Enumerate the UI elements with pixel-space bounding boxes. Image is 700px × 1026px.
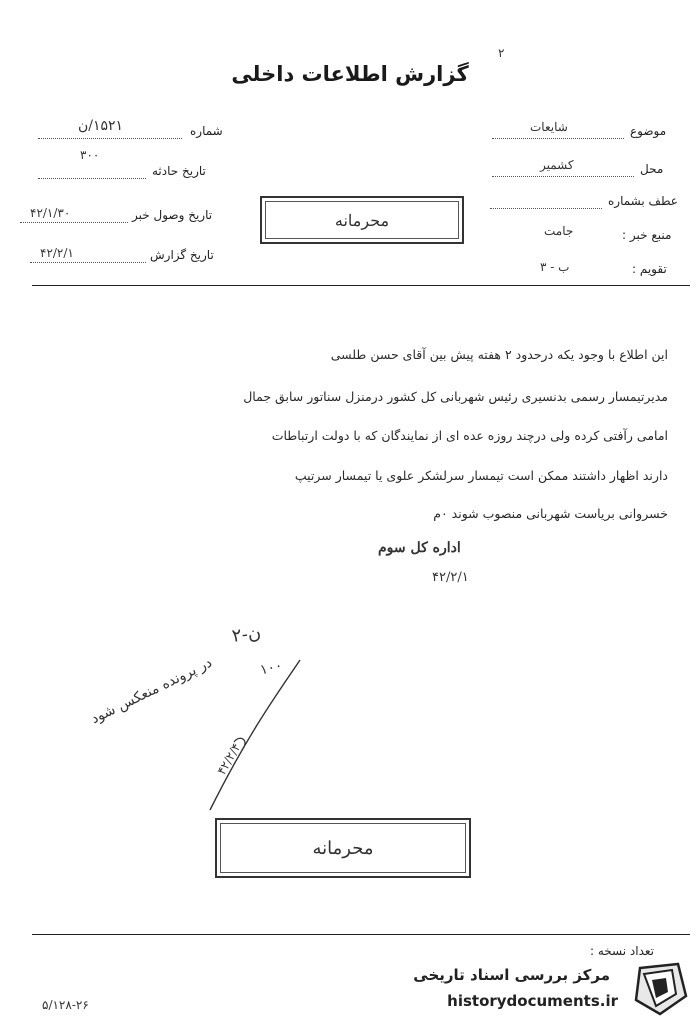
- copies-label: تعداد نسخه :: [590, 944, 655, 958]
- watermark-text: مرکز بررسی اسناد تاریخی: [413, 966, 610, 984]
- subject-value: شایعات: [530, 120, 568, 134]
- body-line-3: امامی رآفتی کرده ولی درچند روزه عده ای از نمایندگان که با دولت ارتباطات: [271, 428, 668, 443]
- watermark: [402, 958, 692, 1020]
- source-label: منبع خبر :: [622, 228, 672, 242]
- body-line-4: دارند اظهار داشتند ممکن است تیمسار سرلشکر علوی یا تیمسار سرتیپ: [294, 468, 668, 483]
- number-sub-value: ۳۰۰: [80, 148, 100, 162]
- annotation-mark: ن-۲: [230, 622, 263, 647]
- confidential-stamp-top: محرمانه: [260, 196, 464, 244]
- annotation-strokes: [180, 650, 320, 820]
- corner-mark: ۲: [498, 46, 505, 60]
- place-label: محل: [640, 162, 664, 176]
- report-date-label: تاریخ گزارش: [150, 248, 214, 262]
- incident-date-label: تاریخ حادثه: [152, 164, 206, 178]
- annotation-note: در پرونده منعکس شود: [88, 654, 215, 728]
- watermark-logo-icon: [630, 960, 692, 1018]
- receipt-date-label: تاریخ وصول خبر: [132, 208, 213, 222]
- body-line-2: مدیرتیمسار رسمی بدنسیری رئیس شهربانی کل کشور درمنزل سناتور سابق جمال: [243, 389, 668, 404]
- subject-label: موضوع: [630, 124, 667, 138]
- source-value: جامت: [544, 224, 574, 238]
- number-label: شماره: [190, 124, 223, 138]
- reference-code: ۵/۱۲۸-۲۶: [42, 998, 89, 1012]
- report-date-value: ۴۲/۲/۱: [40, 246, 74, 260]
- confidential-stamp-bottom: محرمانه: [215, 818, 471, 878]
- body-line-1: این اطلاع با وجود یکه درحدود ۲ هفته پیش بین آقای حسن طلسی: [330, 347, 668, 362]
- signature-date: ۴۲/۲/۱: [432, 570, 469, 585]
- ref-label: عطف بشماره: [608, 194, 678, 208]
- page-title: گزارش اطلاعات داخلی: [231, 62, 469, 86]
- incident-date-dotted-line: [38, 166, 146, 179]
- assessment-value: ب - ۳: [540, 260, 570, 274]
- footer-divider: [32, 934, 690, 935]
- watermark-url: historydocuments.ir: [447, 992, 618, 1010]
- signature-text: اداره کل سوم: [378, 540, 461, 556]
- number-value: ۱۵۲۱/ن: [78, 118, 124, 134]
- ref-dotted-line: [490, 196, 602, 209]
- receipt-date-value: ۴۲/۱/۳۰: [30, 206, 71, 220]
- body-line-5: خسروانی بریاست شهربانی منصوب شوند ۰م: [433, 506, 668, 521]
- header-divider: [32, 285, 690, 286]
- annotation-date: ۴۲/۲/۴: [214, 740, 244, 778]
- place-value: کشمیر: [540, 158, 574, 172]
- assessment-label: تقویم :: [632, 262, 667, 276]
- annotation-number: ۱۰۰: [258, 657, 285, 679]
